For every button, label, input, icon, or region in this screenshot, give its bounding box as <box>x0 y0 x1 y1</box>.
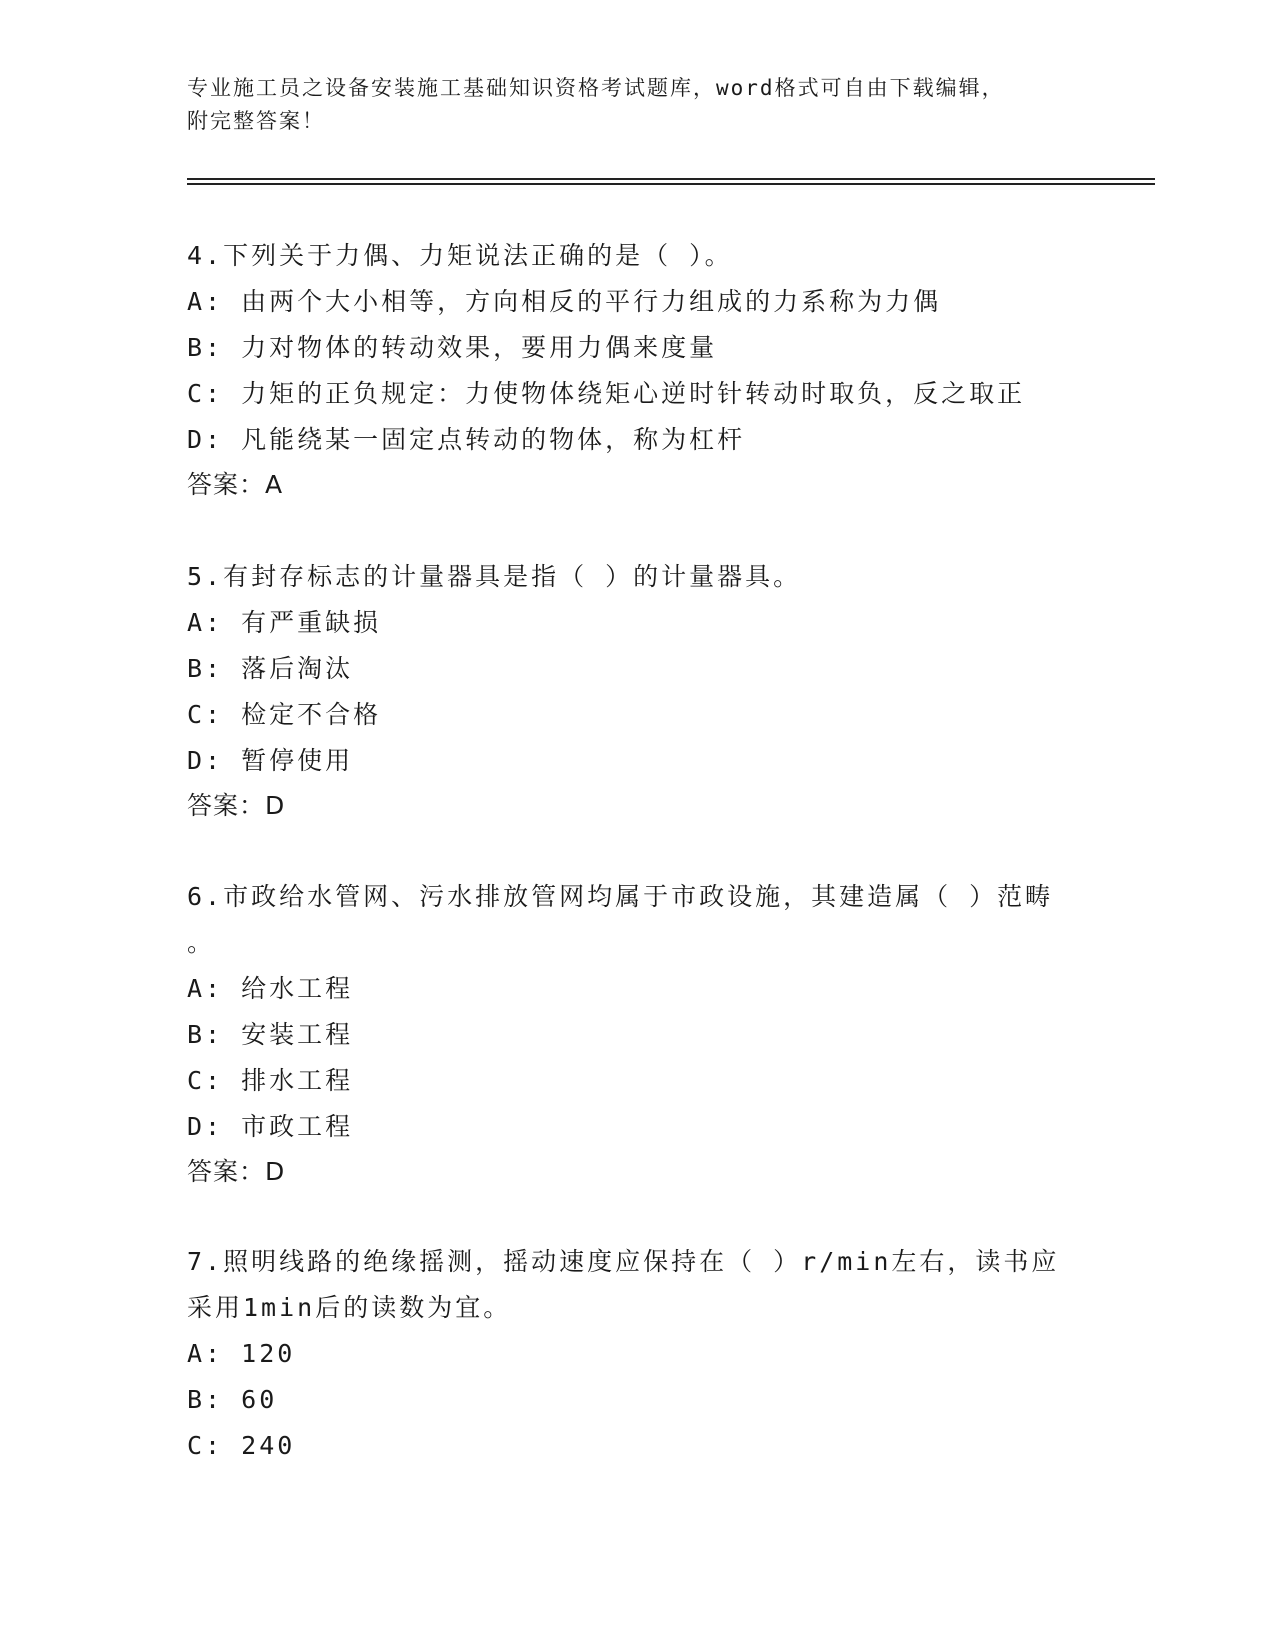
option-d: D: 凡能绕某一固定点转动的物体，称为杠杆 <box>187 425 746 454</box>
option-a: A: 给水工程 <box>187 974 354 1003</box>
option-a: A: 有严重缺损 <box>187 608 382 637</box>
question-stem: 5.有封存标志的计量器具是指（ ）的计量器具。 <box>187 562 802 591</box>
option-c: C: 检定不合格 <box>187 700 382 729</box>
question-stem-line-1: 6.市政给水管网、污水排放管网均属于市政设施，其建造属（ ）范畴 <box>187 882 1054 911</box>
question-4 <box>187 233 1087 507</box>
question-stem-line-2: 。 <box>187 928 216 957</box>
document-header <box>187 72 1087 138</box>
option-a: A: 由两个大小相等，方向相反的平行力组成的力系称为力偶 <box>187 287 942 316</box>
question-stem-line-1: 7.照明线路的绝缘摇测，摇动速度应保持在（ ）r/min左右，读书应 <box>187 1247 1060 1276</box>
option-b: B: 60 <box>187 1385 278 1414</box>
header-divider-top <box>187 178 1155 180</box>
option-a: A: 120 <box>187 1339 296 1368</box>
header-line-2: 附完整答案！ <box>187 109 325 133</box>
question-7 <box>187 1239 1087 1469</box>
option-b: B: 力对物体的转动效果，要用力偶来度量 <box>187 333 718 362</box>
header-line-1: 专业施工员之设备安装施工基础知识资格考试题库，word格式可自由下载编辑， <box>187 76 1005 100</box>
question-stem-line-2: 采用1min后的读数为宜。 <box>187 1293 512 1322</box>
question-5 <box>187 554 1087 828</box>
option-b: B: 安装工程 <box>187 1020 354 1049</box>
option-b: B: 落后淘汰 <box>187 654 354 683</box>
answer: 答案：D <box>187 1157 286 1186</box>
option-c: C: 力矩的正负规定：力使物体绕矩心逆时针转动时取负，反之取正 <box>187 379 1026 408</box>
option-d: D: 市政工程 <box>187 1112 354 1141</box>
question-stem: 4.下列关于力偶、力矩说法正确的是（ ）。 <box>187 241 733 270</box>
answer: 答案：D <box>187 791 286 820</box>
option-d: D: 暂停使用 <box>187 746 354 775</box>
question-6 <box>187 874 1087 1194</box>
option-c: C: 240 <box>187 1431 296 1460</box>
option-c: C: 排水工程 <box>187 1066 354 1095</box>
header-divider-bottom <box>187 183 1155 185</box>
answer: 答案：A <box>187 470 284 499</box>
